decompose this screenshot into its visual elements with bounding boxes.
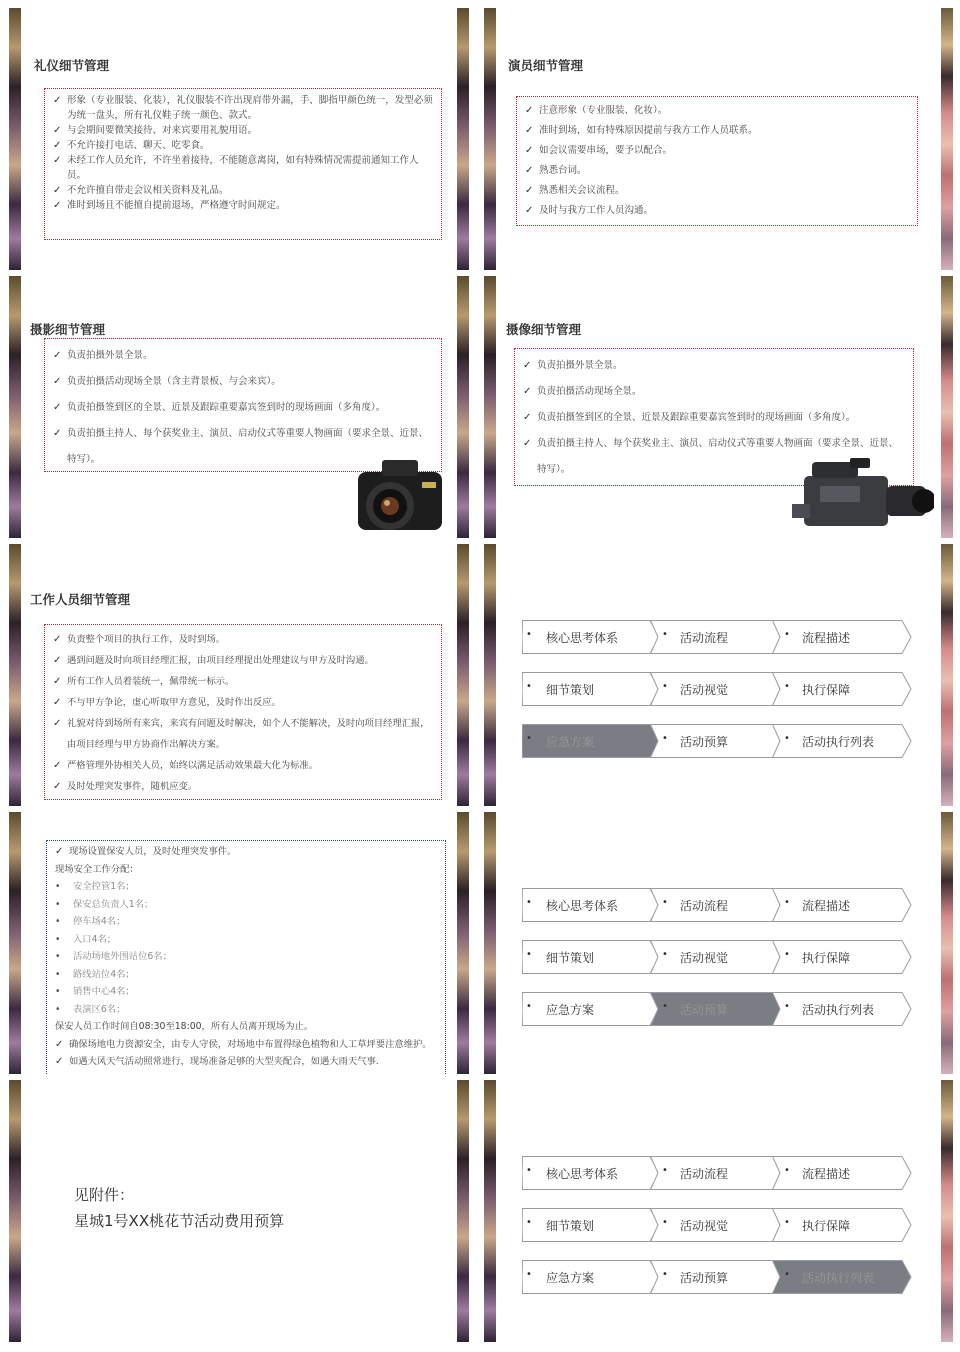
list-item (53, 183, 433, 198)
list-item (53, 713, 433, 755)
menu-item-label: 活动预算 (680, 1271, 729, 1285)
list-item-text: 准时到场，如有特殊原因提前与我方工作人员联系。 (539, 125, 758, 136)
check-icon: ✓ (525, 205, 534, 216)
bullet-icon: • (662, 681, 668, 692)
staff-list (44, 624, 442, 800)
bullet-icon: • (784, 681, 790, 692)
post-text: 入口4名； (73, 933, 117, 945)
list-item-text: 及时处理突发事件，随机应变。 (67, 781, 198, 792)
menu-item[interactable] (522, 940, 660, 974)
bullet-icon: • (526, 733, 532, 744)
bullet-icon: • (662, 1269, 668, 1280)
post-text: 安全控管1名； (73, 881, 135, 892)
menu-item-label: 活动视觉 (680, 951, 729, 965)
photo-list (44, 338, 442, 472)
menu-item[interactable] (772, 940, 912, 974)
menu-item-label: 核心思考体系 (546, 899, 619, 913)
list-item (53, 671, 433, 692)
menu-item-label: 活动执行列表 (802, 1271, 875, 1285)
list-item-text: 负责拍摄外景全景。 (537, 360, 623, 371)
menu-item-label: 活动流程 (680, 631, 729, 645)
bullet-icon: • (662, 1001, 668, 1012)
menu-item-label: 活动预算 (680, 1003, 729, 1017)
list-item (55, 931, 437, 949)
menu-item[interactable] (772, 724, 912, 758)
list-item-text: 礼貌对待到场所有来宾，来宾有问题及时解决，如个人不能解决，及时向项目经理汇报，由项目经理与甲方协商作出解决方案。 (67, 718, 430, 750)
list-item-text: 不与甲方争论，虚心听取甲方意见，及时作出反应。 (67, 697, 281, 708)
post-text: 路线站位4名； (73, 968, 135, 980)
menu-item[interactable] (522, 888, 660, 922)
check-icon: ✓ (523, 412, 532, 423)
menu-item[interactable] (522, 620, 660, 654)
list-item (525, 201, 909, 221)
check-icon: ✓ (53, 95, 62, 106)
list-item-text: 熟悉相关会议流程。 (539, 185, 625, 196)
list-item-text: 负责整个项目的执行工作，及时到场。 (67, 634, 226, 645)
check-icon: ✓ (525, 185, 534, 196)
decor-strip (941, 276, 953, 538)
menu-item-label: 细节策划 (546, 1219, 595, 1233)
check-icon: ✓ (53, 781, 62, 792)
menu-item[interactable] (650, 888, 784, 922)
bullet-icon: • (55, 1003, 61, 1015)
menu-item[interactable] (772, 888, 912, 922)
check-icon: ✓ (523, 438, 532, 449)
list-item-text: 不允许接打电话、聊天、吃零食。 (67, 140, 210, 151)
slide-title: 礼仪细节管理 (34, 58, 110, 73)
list-item-text: 负责拍摄签到区的全景、近景及跟踪重要嘉宾签到时的现场画面（多角度）。 (67, 402, 386, 413)
menu-item-label: 执行保障 (802, 1219, 851, 1233)
decor-strip (9, 812, 21, 1074)
bullet-icon: • (526, 1001, 532, 1012)
slide-title: 演员细节管理 (508, 58, 584, 73)
security-line: 现场安全工作分配： (55, 863, 139, 875)
bullet-icon: • (55, 898, 61, 910)
decor-strip (457, 1080, 469, 1342)
list-item-text: 遇到问题及时向项目经理汇报，由项目经理提出处理建议与甲方及时沟通。 (67, 655, 374, 666)
post-text: 表演区6名； (73, 1003, 126, 1015)
slide-security (0, 812, 469, 1074)
menu-item[interactable] (650, 672, 784, 706)
menu-item-label: 活动流程 (680, 1167, 729, 1181)
list-item (55, 1001, 437, 1019)
post-text: 停车场4名； (73, 916, 126, 927)
post-text: 保安总负责人1名； (73, 898, 154, 910)
list-item (53, 369, 433, 395)
slide-staff (0, 544, 469, 806)
menu-item-label: 应急方案 (546, 1003, 595, 1017)
list-item (525, 181, 909, 201)
list-item (53, 138, 433, 153)
annex-label: 见附件： (74, 1186, 135, 1204)
menu-item[interactable] (650, 1208, 784, 1242)
bullet-icon: • (55, 916, 61, 927)
check-icon: ✓ (523, 386, 532, 397)
bullet-icon: • (55, 933, 61, 945)
menu-item-label: 执行保障 (802, 951, 851, 965)
list-item (55, 983, 437, 1001)
list-item (525, 121, 909, 141)
slide-performer (484, 8, 953, 270)
decor-strip (457, 276, 469, 538)
slide-video (484, 276, 953, 538)
security-line: 保安人员工作时间自08:30至18:00，所有人员离开现场为止。 (55, 1021, 314, 1032)
camera-icon (352, 456, 448, 536)
list-item-text: 及时与我方工作人员沟通。 (539, 205, 654, 216)
menu-item-label: 核心思考体系 (546, 1167, 619, 1181)
menu-item-label: 活动流程 (680, 899, 729, 913)
slide-menu-1 (484, 544, 953, 806)
decor-strip (941, 8, 953, 270)
bullet-icon: • (55, 986, 61, 997)
bullet-icon: • (55, 951, 61, 962)
check-icon: ✓ (55, 846, 64, 857)
bullet-icon: • (526, 681, 532, 692)
list-item-text: 准时到场且不能擅自提前退场，严格遵守时间规定。 (67, 200, 286, 211)
bullet-icon: • (784, 1001, 790, 1012)
menu-item-label: 细节策划 (546, 951, 595, 965)
list-item (525, 161, 909, 181)
menu-item-label: 应急方案 (546, 1271, 595, 1285)
check-icon: ✓ (53, 428, 62, 439)
list-item-text: 负责拍摄主持人、每个获奖业主、演员、启动仪式等重要人物画面（要求全景、近景、特写）。 (537, 438, 899, 475)
decor-strip (941, 812, 953, 1074)
bullet-icon: • (784, 629, 790, 640)
check-icon: ✓ (525, 105, 534, 116)
check-icon: ✓ (53, 350, 62, 361)
list-item-text: 如会议需要串场，要予以配合。 (539, 145, 673, 156)
menu-item[interactable] (650, 1260, 784, 1294)
menu-item[interactable] (650, 940, 784, 974)
list-item-text: 未经工作人员允许，不许坐着接待，不能随意离岗，如有特殊情况需提前通知工作人员。 (67, 155, 419, 181)
bullet-icon: • (526, 949, 532, 960)
menu-item[interactable] (522, 1156, 660, 1190)
list-item (55, 896, 437, 914)
menu-item-label: 执行保障 (802, 683, 851, 697)
menu-item[interactable] (772, 1260, 912, 1294)
list-item (53, 198, 433, 213)
check-icon: ✓ (53, 185, 62, 196)
bullet-icon: • (784, 733, 790, 744)
check-icon: ✓ (53, 402, 62, 413)
check-icon: ✓ (53, 697, 62, 708)
menu-item[interactable] (650, 724, 784, 758)
list-item (55, 913, 437, 931)
list-item-text: 负责拍摄签到区的全景、近景及跟踪重要嘉宾签到时的现场画面（多角度）。 (537, 412, 856, 423)
menu-item-label: 流程描述 (802, 631, 851, 645)
check-icon: ✓ (53, 655, 62, 666)
decor-strip (484, 1080, 496, 1342)
bullet-icon: • (526, 629, 532, 640)
menu-item-label: 活动视觉 (680, 683, 729, 697)
menu-item-label: 活动执行列表 (802, 735, 875, 749)
bullet-icon: • (526, 897, 532, 908)
list-item (53, 123, 433, 138)
bullet-icon: • (662, 1217, 668, 1228)
decor-strip (457, 812, 469, 1074)
slide-menu-2 (484, 812, 953, 1074)
security-list (46, 840, 446, 1074)
menu-item[interactable] (522, 672, 660, 706)
menu-item-label: 活动执行列表 (802, 1003, 875, 1017)
menu-item[interactable] (772, 1156, 912, 1190)
list-item (525, 141, 909, 161)
list-item-text: 负责拍摄主持人、每个获奖业主、演员、启动仪式等重要人物画面（要求全景、近景、特写）。 (67, 428, 429, 465)
security-posts (55, 878, 437, 1018)
check-icon: ✓ (55, 1056, 64, 1067)
post-text: 销售中心4名； (73, 986, 135, 997)
decor-strip (9, 1080, 21, 1342)
slide-annex (0, 1080, 469, 1342)
slide-title: 摄影细节管理 (30, 322, 106, 337)
list-item (523, 379, 905, 405)
bullet-icon: • (662, 733, 668, 744)
menu-item[interactable] (522, 1260, 660, 1294)
menu-item-label: 活动视觉 (680, 1219, 729, 1233)
list-item (53, 395, 433, 421)
check-icon: ✓ (53, 140, 62, 151)
menu-item-label: 流程描述 (802, 1167, 851, 1181)
security-line: 现场设置保安人员，及时处理突发事件。 (69, 846, 237, 857)
etiquette-list (44, 88, 442, 240)
menu-item[interactable] (522, 1208, 660, 1242)
bullet-icon: • (526, 1165, 532, 1176)
list-item-text: 所有工作人员着装统一，佩带统一标示。 (67, 676, 235, 687)
list-item (53, 755, 433, 776)
decor-strip (484, 276, 496, 538)
list-item-text: 负责拍摄活动现场全景（含主背景板、与会来宾）。 (67, 376, 281, 387)
check-icon: ✓ (53, 760, 62, 771)
decor-strip (457, 544, 469, 806)
list-item (53, 343, 433, 369)
post-text: 活动场地外围站位6名； (73, 951, 172, 962)
video-camera-icon (790, 456, 934, 538)
list-item (525, 101, 909, 121)
list-item (523, 405, 905, 431)
bullet-icon: • (784, 949, 790, 960)
decor-strip (484, 544, 496, 806)
check-icon: ✓ (525, 125, 534, 136)
menu-item[interactable] (650, 1156, 784, 1190)
list-item (53, 629, 433, 650)
list-item (55, 966, 437, 984)
menu-item[interactable] (772, 672, 912, 706)
bullet-icon: • (662, 1165, 668, 1176)
slide-etiquette (0, 8, 469, 270)
bullet-icon: • (662, 629, 668, 640)
bullet-icon: • (662, 949, 668, 960)
bullet-icon: • (784, 1269, 790, 1280)
check-icon: ✓ (53, 634, 62, 645)
menu-item-label: 流程描述 (802, 899, 851, 913)
check-icon: ✓ (525, 165, 534, 176)
menu-item-label: 核心思考体系 (546, 631, 619, 645)
check-icon: ✓ (53, 718, 62, 729)
slide-title: 摄像细节管理 (506, 322, 582, 337)
check-icon: ✓ (53, 376, 62, 387)
bullet-icon: • (784, 897, 790, 908)
bullet-icon: • (55, 968, 61, 980)
check-icon: ✓ (53, 676, 62, 687)
list-item (53, 153, 433, 183)
annex-text (74, 1182, 284, 1234)
bullet-icon: • (662, 897, 668, 908)
decor-strip (9, 544, 21, 806)
list-item-text: 形象（专业服装、化装），礼仪服装不许出现肩带外漏，手、脚指甲颜色统一，发型必须为统一盘头，所有礼仪鞋子统一颜色、款式。 (67, 95, 433, 121)
list-item (53, 650, 433, 671)
decor-strip (941, 544, 953, 806)
bullet-icon: • (526, 1217, 532, 1228)
menu-item[interactable] (650, 620, 784, 654)
bullet-icon: • (784, 1165, 790, 1176)
decor-strip (9, 8, 21, 270)
decor-strip (941, 1080, 953, 1342)
security-line: 确保场地电力资源安全，由专人守侯，对场地中布置得绿色植物和人工草坪要注意维护。 (69, 1038, 432, 1050)
slide-title: 工作人员细节管理 (30, 592, 131, 607)
menu-item[interactable] (772, 992, 912, 1026)
list-item-text: 与会期间要微笑接待、对来宾要用礼貌用语。 (67, 125, 258, 136)
bullet-icon: • (784, 1217, 790, 1228)
security-line: 如遇大风天气活动照常进行，现场准备足够的大型夹配合，如遇大雨天气事. (69, 1056, 379, 1067)
list-item (55, 878, 437, 896)
check-icon: ✓ (525, 145, 534, 156)
list-item (55, 948, 437, 966)
list-item (53, 776, 433, 797)
menu-item-label: 活动预算 (680, 735, 729, 749)
check-icon: ✓ (53, 155, 62, 166)
menu-item-label: 应急方案 (546, 735, 595, 749)
list-item-text: 严格管理外协相关人员，始终以满足活动效果最大化为标准。 (67, 760, 319, 771)
check-icon: ✓ (53, 200, 62, 211)
bullet-icon: • (526, 1269, 532, 1280)
performer-list (516, 96, 918, 226)
list-item-text: 负责拍摄外景全景。 (67, 350, 153, 361)
slide-photo (0, 276, 469, 538)
decor-strip (484, 812, 496, 1074)
list-item-text: 负责拍摄活动现场全景。 (537, 386, 642, 397)
list-item (53, 93, 433, 123)
list-item (53, 692, 433, 713)
list-item-text: 熟悉台词。 (539, 165, 587, 176)
menu-item[interactable] (522, 992, 660, 1026)
menu-item[interactable] (650, 992, 784, 1026)
check-icon: ✓ (523, 360, 532, 371)
menu-item-label: 细节策划 (546, 683, 595, 697)
menu-item[interactable] (772, 1208, 912, 1242)
menu-item[interactable] (772, 620, 912, 654)
check-icon: ✓ (53, 125, 62, 136)
decor-strip (457, 8, 469, 270)
decor-strip (484, 8, 496, 270)
slide-menu-3 (484, 1080, 953, 1342)
check-icon: ✓ (55, 1038, 64, 1050)
annex-name: 星城1号XX桃花节活动费用预算 (74, 1212, 285, 1230)
menu-item[interactable] (522, 724, 660, 758)
bullet-icon: • (55, 881, 61, 892)
list-item-text: 不允许擅自带走会议相关资料及礼品。 (67, 185, 229, 196)
list-item-text: 注意形象（专业服装、化妆）。 (539, 105, 668, 116)
list-item (523, 353, 905, 379)
decor-strip (9, 276, 21, 538)
